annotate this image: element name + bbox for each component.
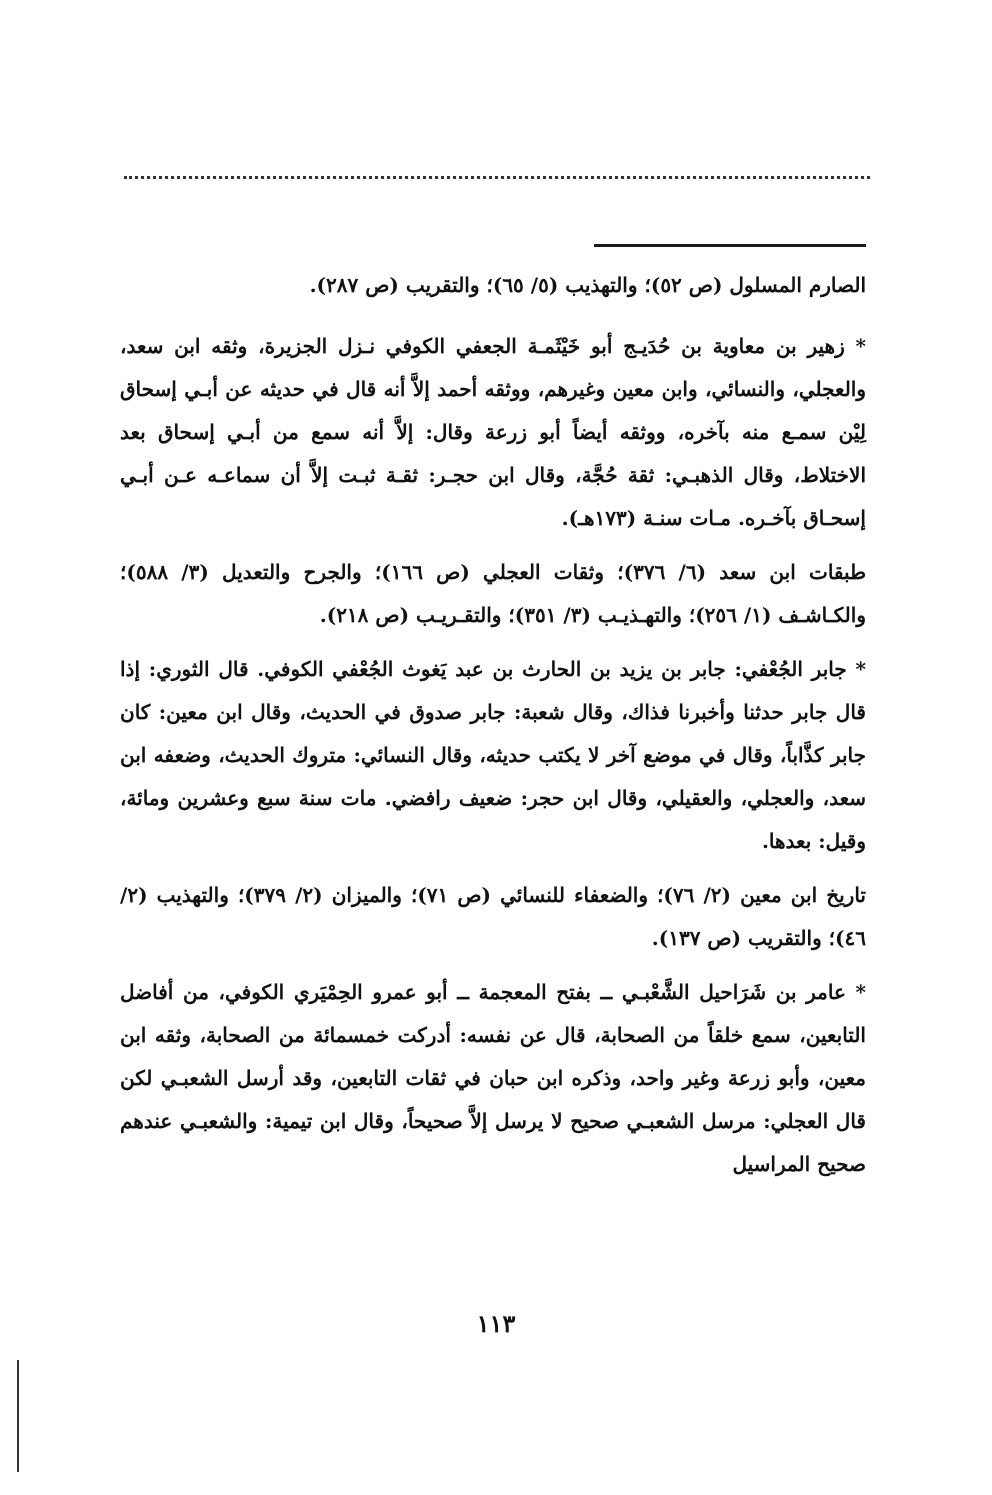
footnote-rule: [594, 244, 866, 247]
paragraph-shabi-biography: * عامر بن شَرَاحيل الشَّعْبـي ــ بفتح المعجمة ــ أبو عمرو الحِمْيَري الكوفي، من أفاضل التابعين، سمع خلقاً من الصحابة، قال عن نفسه: أدركت خمسمائة من الصحابة، وثقه ابن معين، وأبو زرعة وغير واحد، وذكره ابن حبان في ثقات التابعين، وقد أرسل الشعبـي لكن قال العجلي: مرسل الشعبـي صحيح لا يرسل إلاَّ صحيحاً، وقال ابن تيمية: والشعبـي عندهم صحيح المراسيل: [120, 980, 867, 1176]
scan-margin-line: [17, 1360, 19, 1472]
paragraph-jabir-biography: * جابر الجُعْفي: جابر بن يزيد بن الحارث بن عبد يَغوث الجُعْفي الكوفي. قال الثوري: إذا قال جابر حدثنا وأخبرنا فذاك، وقال شعبة: جابر صدوق في الحديث، وقال ابن معين: كان جابر كذَّاباً، وقال في موضع آخر لا يكتب حديثه، وقال النسائي: متروك الحديث، وضعفه ابن سعد، والعجلي، والعقيلي، وقال ابن حجر: ضعيف رافضي. مات سنة سبع وعشرين ومائة، وقيل: بعدها.: [120, 657, 866, 853]
separator-dotted-rule: [124, 176, 870, 179]
paragraph-jabir-references: تاريخ ابن معين (٢/ ٧٦)؛ والضعفاء للنسائي (ص ٧١)؛ والميزان (٢/ ٣٧٩)؛ والتهذيب (٢/ ٤٦)؛ والتقريب (ص ١٣٧).: [120, 883, 866, 950]
paragraph-zuhayr-references: طبقات ابن سعد (٦/ ٣٧٦)؛ وثقات العجلي (ص ١٦٦)؛ والجرح والتعديل (٣/ ٥٨٨)؛ والكـاشـف (١/ ٢٥٦)؛ والتهـذيـب (٣/ ٣٥١)؛ والتقـريـب (ص ٢١٨).: [120, 560, 866, 627]
paragraph-zuhayr-biography: * زهير بن معاوية بن حُدَيـج أبو خَيْثَمـة الجعفي الكوفي نـزل الجزيرة، وثقه ابن سعد، والعجلي، والنسائي، وابن معين وغيرهم، ووثقه أحمد إلاَّ أنه قال في حديثه عن أبـي إسحاق لِيْن سمـع منه بآخره، ووثقه أيضاً أبو زرعة وقال: إلاَّ أنه سمع من أبـي إسحاق بعد الاختلاط، وقال الذهبـي: ثقة حُجَّة، وقال ابن حجـر: ثقـة ثبـت إلاَّ أن سماعـه عـن أبـي إسحـاق بآخـره. مـات سنـة (١٧٣هـ).: [120, 334, 867, 530]
paragraph-sarim-reference: الصارم المسلول (ص ٥٢)؛ والتهذيب (٥/ ٦٥)؛ والتقريب (ص ٢٨٧).: [309, 273, 866, 297]
footnote-text-block: [120, 264, 866, 1197]
page-number: ١١٣: [476, 1309, 516, 1338]
